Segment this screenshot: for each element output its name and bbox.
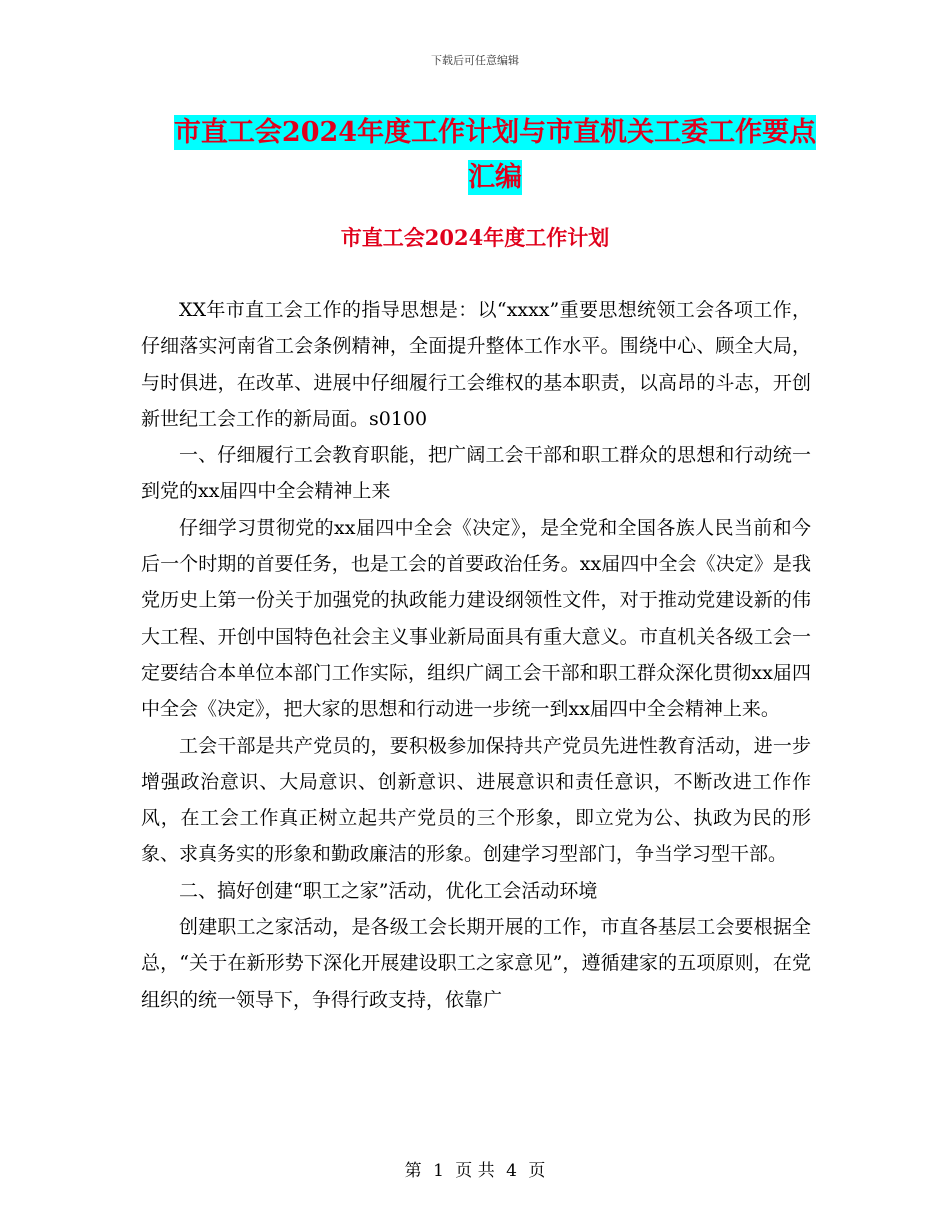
footer-page-number: 1	[433, 1161, 444, 1181]
paragraph: 工会干部是共产党员的，要积极参加保持共产党员先进性教育活动，进一步增强政治意识、大局意识、创新意识、进展意识和责任意识，不断改进工作作风，在工会工作真正树立起共产党员的三个形象，即立党为公、执政为民的形象、求真务实的形象和勤政廉洁的形象。创建学习型部门，争当学习型干部。	[141, 734, 811, 866]
title-line-2: 汇编	[468, 162, 522, 193]
footer-prefix: 第	[404, 1161, 422, 1181]
body-text	[141, 292, 811, 1018]
page-footer	[0, 1156, 950, 1181]
document-title	[140, 110, 850, 200]
paragraph: 创建职工之家活动，是各级工会长期开展的工作，市直各基层工会要根据全总，“关于在新形势下深化开展建设职工之家意见”，遵循建家的五项原则，在党组织的统一领导下，争得行政支持，依靠广	[141, 916, 811, 1011]
paragraph: 仔细学习贯彻党的xx届四中全会《决定》，是全党和全国各族人民当前和今后一个时期的首要任务，也是工会的首要政治任务。xx届四中全会《决定》是我党历史上第一份关于加强党的执政能力建设纲领性文件，对于推动党建设新的伟大工程、开创中国特色社会主义事业新局面具有重大意义。市直机关各级工会一定要结合本单位本部门工作实际，组织广阔工会干部和职工群众深化贯彻xx届四中全会《决定》，把大家的思想和行动进一步统一到xx届四中全会精神上来。	[141, 516, 811, 721]
footer-total-pages: 4	[506, 1161, 517, 1181]
header-note: 下载后可任意编辑	[431, 54, 519, 67]
paragraph: 一、仔细履行工会教育职能，把广阔工会干部和职工群众的思想和行动统一到党的xx届四中全会精神上来	[141, 444, 811, 503]
paragraph: XX年市直工会工作的指导思想是：以“xxxx”重要思想统领工会各项工作，仔细落实河南省工会条例精神，全面提升整体工作水平。围绕中心、顾全大局，与时俱进，在改革、进展中仔细履行工会维权的基本职责，以高昂的斗志，开创新世纪工会工作的新局面。s0100	[141, 299, 811, 430]
footer-suffix: 页	[528, 1161, 546, 1181]
section-title: 市直工会2024年度工作计划	[340, 225, 610, 250]
footer-middle: 页 共	[455, 1161, 495, 1181]
paragraph: 二、搞好创建“职工之家”活动，优化工会活动环境	[179, 879, 598, 902]
title-line-1: 市直工会2024年度工作计划与市直机关工委工作要点	[173, 117, 817, 148]
